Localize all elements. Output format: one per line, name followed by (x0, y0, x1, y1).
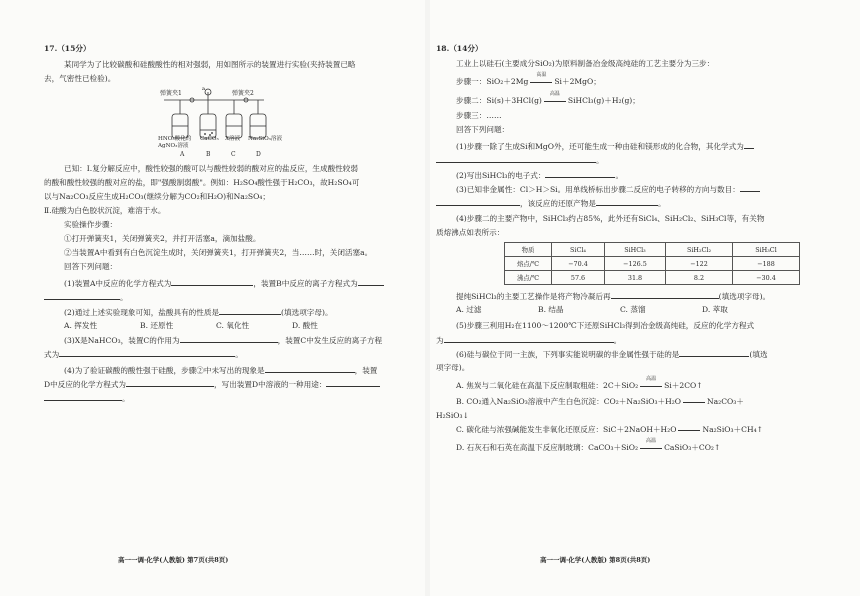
flask-c-label: C (231, 151, 236, 158)
step1-arrow (528, 72, 554, 87)
q18-title: 18.（14分） (436, 44, 483, 53)
table-header-row (505, 243, 800, 257)
table-cell: −70.4 (552, 257, 605, 271)
opt-b-arrow (683, 402, 705, 403)
q18-3-cont: ，该反应的还原产物是 。 (436, 197, 666, 209)
q18-4-option-b[interactable]: B. 结晶 (538, 305, 564, 314)
opt-a-condition: 高温 (646, 376, 657, 382)
q18-intro: 工业上以硅石(主要成分SiO₂)为原料制备冶金级高纯硅的工艺主要分为三步： (456, 59, 715, 68)
q18-5-blank[interactable] (444, 334, 614, 343)
q17-3-part-c: 式为 (44, 350, 60, 359)
q18-5-line2: 为 。 (436, 336, 622, 345)
q17-2-option-a[interactable]: A. 挥发性 (64, 321, 98, 330)
opt-d-condition: 高温 (646, 438, 657, 444)
q17-3-part-b: ，装置C中发生反应的离子方程 (277, 336, 383, 345)
q17-1 (64, 277, 384, 289)
table-cell: 31.8 (605, 271, 666, 285)
step-1: ①打开弹簧夹1，关闭弹簧夹2，并打开活塞a，滴加盐酸。 (64, 234, 261, 243)
q18-5-line1: (5)步骤三利用H₂在1100～1200℃下还原SiHCl₃得到冶金级高纯硅，反应的化学方程式 (456, 321, 755, 330)
flask-a-label: A (180, 151, 185, 158)
spring-clip-2-label: 弹簧夹2 (232, 90, 254, 97)
x-solution-label: X溶液 (225, 136, 241, 142)
q17-title: 17.（15分） (44, 44, 91, 53)
q18-3-part-a: (3)已知非金属性：Cl＞H＞Si。用单线桥标出步骤二反应的电子转移的方向与数目： (456, 185, 740, 194)
opt-a-left: A. 焦炭与二氧化硅在高温下反应制取粗硅：2C＋SiO₂ (456, 381, 639, 390)
q17-1-blank-b[interactable] (358, 277, 384, 286)
q18-6-blank[interactable] (679, 348, 749, 357)
q18-2-blank[interactable] (545, 169, 615, 178)
known-line2: 的酸和酸性较强的酸对应的盐，即"强酸制弱酸"。例如：H₂SO₄酸性强于H₂CO₃，故H₂SO₄可 (44, 178, 360, 187)
q18-4-option-c[interactable]: C. 蒸馏 (620, 305, 646, 314)
step-2: ②当装置A中看到有白色沉淀生成时，关闭弹簧夹1，打开弹簧夹2，当……时，关闭活塞a。 (64, 248, 373, 257)
table-header-cell: 物质 (505, 243, 552, 257)
table-cell: −30.4 (733, 271, 800, 285)
q17-4-line2 (44, 378, 380, 390)
spring-clip-1-label: 弹簧夹1 (160, 90, 182, 97)
q18-step3: 步骤三：…… (456, 111, 502, 120)
q18-6-option-d[interactable] (456, 438, 721, 453)
q17-4-part-b: ，装置 (354, 366, 378, 375)
q17-2-blank[interactable] (219, 306, 281, 315)
q18-6-line2: 项字母)。 (436, 363, 470, 372)
q17-4-blank-b[interactable] (126, 378, 214, 387)
q18-3-part-b: ，该反应的还原产物是 (520, 199, 596, 208)
table-cell: 熔点/℃ (505, 257, 552, 271)
q17-1-part-a: (1)装置A中反应的化学方程式为 (64, 279, 172, 288)
right-page (430, 0, 860, 596)
opt-c-right: Na₂SiO₃＋CH₄↑ (702, 425, 763, 434)
q17-4 (64, 364, 377, 376)
opt-b-left: B. CO₂通入Na₂SiO₃溶液中产生白色沉淀：CO₂＋Na₂SiO₃＋H₂O (456, 397, 682, 406)
right-footer: 高一一调·化学(人教版) 第8页(共8页) (540, 556, 651, 564)
opt-b-right: Na₂CO₃＋ (707, 397, 744, 406)
agno3-label: AgNO₃溶液 (158, 143, 189, 149)
q18-3-blank-a[interactable] (740, 183, 760, 192)
known-line4: Ⅱ.硅酸为白色胶状沉淀，难溶于水。 (44, 206, 166, 215)
answer-title-17: 回答下列问题： (64, 262, 118, 271)
q18-4-blank[interactable] (611, 290, 719, 299)
left-footer: 高一一调·化学(人教版) 第7页(共8页) (118, 556, 229, 564)
q18-6-option-c[interactable] (456, 424, 763, 435)
q17-1-cont: 。 (44, 291, 128, 303)
table-cell: 8.2 (666, 271, 733, 285)
q17-2-text: (2)通过上述实验现象可知，盐酸具有的性质是 (64, 308, 220, 317)
q17-3 (64, 334, 382, 346)
table-cell: −126.5 (605, 257, 666, 271)
q17-intro-line2: 去，气密性已检验)。 (44, 74, 116, 83)
flask-d-label: D (256, 151, 261, 158)
q18-3-blank-b[interactable] (436, 197, 520, 206)
q17-2-option-b[interactable]: B. 还原性 (140, 321, 174, 330)
q17-4-blank-a[interactable] (265, 364, 355, 373)
q18-6-option-b[interactable] (456, 396, 744, 407)
step1-condition: 高温 (536, 72, 547, 78)
q18-2: (2)写出SiHCl₃的电子式： 。 (456, 171, 624, 180)
opt-c-left: C. 碳化硅与浓强碱能发生非氧化还原反应：SiC＋2NaOH＋H₂O (456, 425, 677, 434)
q17-2 (64, 306, 333, 318)
opt-a-arrow (638, 376, 664, 391)
step1-left: 步骤一：SiO₂＋2Mg (456, 77, 529, 86)
q18-4-line2: 质熔沸点如表所示： (436, 228, 505, 237)
opt-d-right: CaSiO₃＋CO₂↑ (664, 443, 721, 452)
table-header-cell: SiH₃Cl (733, 243, 800, 257)
table-cell: 沸点/℃ (505, 271, 552, 285)
q17-4-blank-c[interactable] (326, 378, 380, 387)
na2sio3-label: Na₂SiO₃溶液 (248, 136, 283, 142)
q17-2-tail: (填选项字母)。 (281, 308, 333, 317)
opt-a-right: Si＋2CO↑ (664, 381, 703, 390)
opt-c-arrow (678, 430, 700, 431)
q18-3-blank-c[interactable] (596, 197, 658, 206)
q18-2-text: (2)写出SiHCl₃的电子式： (456, 171, 546, 180)
known-line1: 已知：Ⅰ.复分解反应中，酸性较强的酸可以与酸性较弱的酸对应的盐反应，生成酸性较弱 (64, 164, 358, 173)
q18-1-cont: 。 (436, 154, 604, 166)
melting-boiling-table (504, 242, 800, 285)
q18-1-text: (1)步骤一除了生成Si和MgO外，还可能生成一种由硅和镁形成的化合物，其化学式为 (456, 142, 744, 151)
q18-step2 (456, 91, 640, 106)
hno3-label: HNO₃酸化的 (158, 136, 192, 142)
table-cell: −122 (666, 257, 733, 271)
q18-4-part-d: (填选项字母)。 (718, 292, 771, 301)
q18-6-part-b: (填选 (749, 350, 768, 359)
step2-arrow (542, 91, 568, 106)
q18-1 (456, 140, 754, 152)
q17-2-option-d[interactable]: D. 酸性 (292, 321, 318, 330)
q18-step1 (456, 72, 601, 87)
q17-3-cont: 式为 。 (44, 350, 243, 359)
step2-left: 步骤二：Si(s)＋3HCl(g) (456, 96, 542, 105)
q17-4-part-a: (4)为了验证碳酸的酸性强于硅酸，步骤②中未写出的现象是 (64, 366, 265, 375)
q17-4-part-c: D中反应的化学方程式为 (44, 380, 127, 389)
q17-2-option-c[interactable]: C. 氧化性 (216, 321, 250, 330)
known-line3: 以与Na₂CO₃反应生成H₂CO₃(继续分解为CO₂和H₂O)和Na₂SO₄； (44, 192, 270, 201)
flask-b-label: B (206, 151, 211, 158)
q18-6-option-a[interactable] (456, 376, 703, 391)
opt-d-arrow (638, 438, 664, 453)
table-row (505, 257, 800, 271)
q17-3-part-a: (3)X是NaHCO₃，装置C的作用为 (64, 336, 180, 345)
step2-right: SiHCl₃(g)＋H₂(g)； (567, 96, 640, 105)
q18-4-option-d[interactable]: D. 萃取 (702, 305, 728, 314)
opt-d-left: D. 石灰石和石英在高温下反应制玻璃：CaCO₃＋SiO₂ (456, 443, 639, 452)
q17-4-line3: 。 (44, 392, 130, 404)
q18-3 (456, 183, 760, 195)
svg-text:a: a (202, 86, 205, 92)
q18-4-line3 (456, 290, 770, 302)
table-row (505, 271, 800, 285)
q18-1-blank-a[interactable] (744, 140, 754, 149)
q18-6-line1 (456, 348, 768, 360)
q18-6-part-a: (6)硅与碳位于同一主族，下列事实能说明碳的非金属性强于硅的是 (456, 350, 680, 359)
left-page (0, 0, 425, 596)
q17-4-blank-d[interactable] (44, 392, 122, 401)
q18-5-part-b: 为 (436, 336, 444, 345)
table-cell: −188 (733, 257, 800, 271)
q17-4-part-d: ，写出装置D中溶液的一种用途： (214, 380, 327, 389)
table-header-cell: SiH₂Cl₂ (666, 243, 733, 257)
step1-right: Si＋2MgO； (554, 77, 601, 86)
caco3-label: CaCO₃ (200, 136, 219, 142)
table-cell: 57.6 (552, 271, 605, 285)
q17-intro-line1: 某同学为了比较碳酸和硅酸酸性的相对强弱，用如图所示的装置进行实验(夹持装置已略 (64, 60, 356, 69)
q17-1-blank-c[interactable] (44, 291, 120, 300)
step2-condition: 高温 (549, 91, 560, 97)
answer-title-18: 回答下列问题： (456, 125, 510, 134)
q18-1-blank-b[interactable] (436, 154, 596, 163)
q17-1-blank-a[interactable] (171, 277, 253, 286)
q18-6-option-b-cont: H₂SiO₃↓ (436, 411, 469, 420)
steps-title: 实验操作步骤： (64, 220, 118, 229)
table-header-cell: SiHCl₃ (605, 243, 666, 257)
q18-4-option-a[interactable]: A. 过滤 (456, 305, 482, 314)
table-header-cell: SiCl₄ (552, 243, 605, 257)
q18-4-line1: (4)步骤二的主要产物中，SiHCl₃约占85%，此外还有SiCl₄、SiH₂Cl₂、SiH₃Cl等，有关物 (456, 214, 765, 223)
q17-3-blank-b[interactable] (59, 348, 235, 357)
q17-3-blank-a[interactable] (180, 334, 278, 343)
q18-4-part-c: 提纯SiHCl₃的主要工艺操作是将产物冷凝后再 (456, 292, 611, 301)
q17-1-part-b: ，装置B中反应的离子方程式为 (253, 279, 358, 288)
